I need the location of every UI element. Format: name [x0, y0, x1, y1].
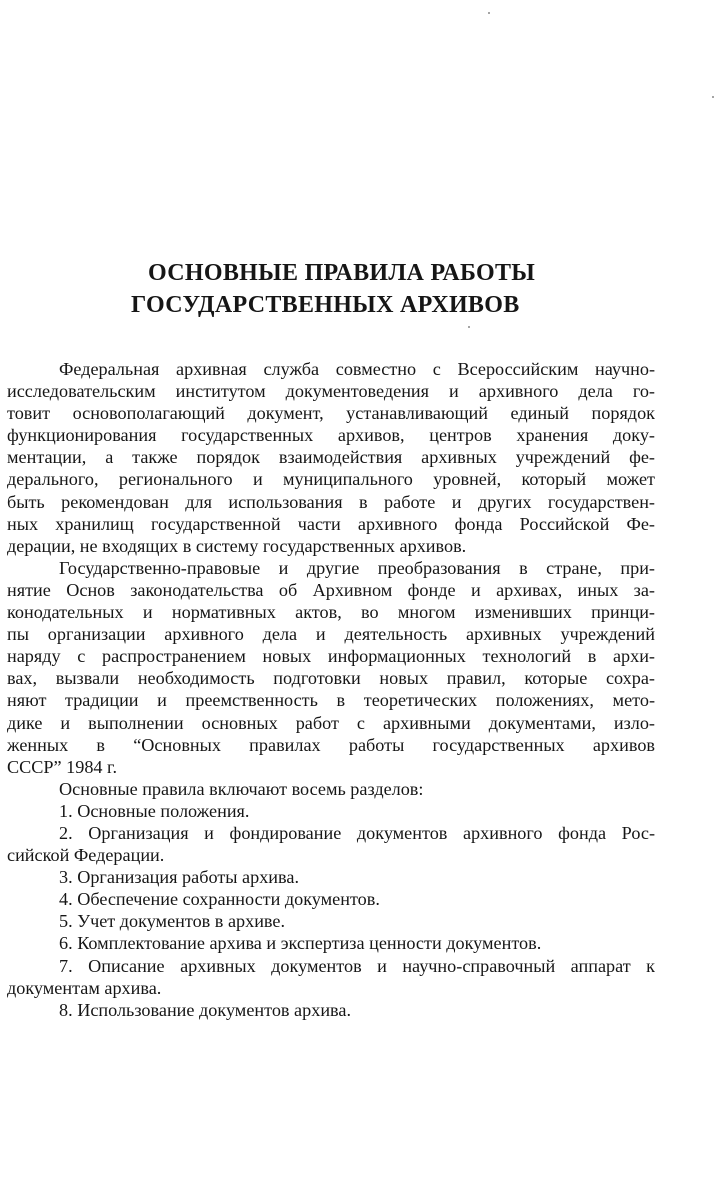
list-item: 5. Учет документов в архиве. — [59, 911, 286, 932]
list-intro: Основные правила включают восемь разделов: — [59, 778, 424, 799]
body-text — [7, 358, 655, 1021]
list-item-continuation: сийской Федерации. — [7, 845, 165, 866]
paragraph-1 — [7, 358, 655, 557]
scan-speck — [488, 12, 490, 14]
text-line: быть рекомендован для использования в работе и других государствен- — [7, 491, 655, 512]
text-line: ментации, а также порядок взаимодействия архивных учреждений фе- — [7, 447, 655, 468]
list-item: 2. Организация и фондирование документов архивного фонда Рос- — [59, 822, 655, 843]
text-line: СССР” 1984 г. — [7, 756, 118, 777]
list-item: 8. Использование документов архива. — [59, 999, 352, 1020]
paragraph-2 — [7, 557, 655, 778]
text-line: конодательных и нормативных актов, во многом изменивших принци- — [7, 602, 655, 623]
text-line: дике и выполнении основных работ с архивными документами, изло- — [7, 712, 655, 733]
text-line: функционирования государственных архивов, центров хранения доку- — [7, 425, 655, 446]
text-line: нятие Основ законодательства об Архивном фонде и архивах, иных за- — [7, 579, 655, 600]
text-line: ных хранилищ государственной части архивного фонда Российской Фе- — [7, 513, 655, 534]
list-item: 1. Основные положения. — [59, 800, 250, 821]
scan-speck — [468, 326, 470, 328]
text-line: вах, вызвали необходимость подготовки новых правил, которые сохра- — [7, 668, 655, 689]
title-line-2: ГОСУДАРСТВЕННЫХ АРХИВОВ — [131, 292, 520, 318]
text-line: наряду с распространением новых информационных технологий в архи- — [7, 646, 655, 667]
text-line: товит основополагающий документ, устанавливающий единый порядок — [7, 403, 655, 424]
text-line: Государственно-правовые и другие преобразования в стране, при- — [59, 557, 655, 578]
text-line: Федеральная архивная служба совместно с Всероссийским научно- — [59, 359, 655, 379]
text-line: женных в “Основных правилах работы государственных архивов — [7, 734, 655, 755]
title-line-1: ОСНОВНЫЕ ПРАВИЛА РАБОТЫ — [148, 260, 536, 286]
list-item: 3. Организация работы архива. — [59, 867, 299, 888]
scan-speck — [712, 96, 714, 98]
text-line: няют традиции и преемственность в теоретических положениях, мето- — [7, 690, 655, 711]
list-item: 7. Описание архивных документов и научно-справочный аппарат к — [59, 955, 655, 976]
list-item: 6. Комплектование архива и экспертиза ценности документов. — [59, 933, 542, 954]
text-line: пы организации архивного дела и деятельность архивных учреждений — [7, 624, 655, 645]
text-line: дерации, не входящих в систему государственных архивов. — [7, 535, 467, 556]
text-line: исследовательским институтом документоведения и архивного дела го- — [7, 381, 655, 402]
list-item: 4. Обеспечение сохранности документов. — [59, 889, 380, 910]
sections-list — [7, 800, 655, 1021]
text-line: дерального, регионального и муниципального уровней, который может — [7, 469, 655, 490]
list-item-continuation: документам архива. — [7, 977, 162, 998]
